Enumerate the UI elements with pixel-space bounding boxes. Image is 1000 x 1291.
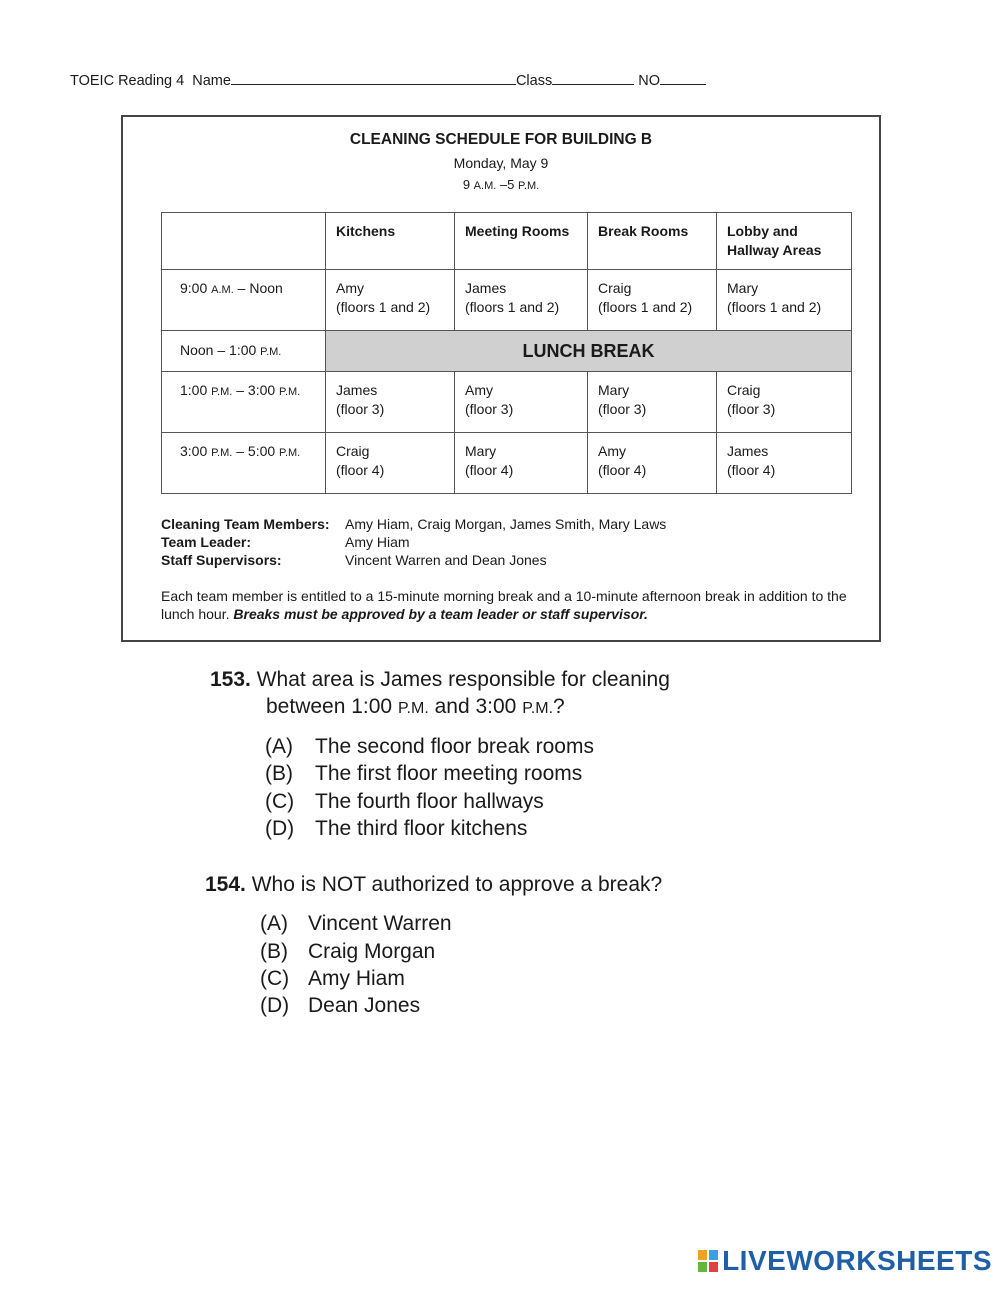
liveworksheets-logo-icon xyxy=(698,1250,718,1272)
time-slot: 1:00 P.M. – 3:00 P.M. xyxy=(162,372,326,433)
question-number: 154. xyxy=(205,873,246,896)
time-slot: Noon – 1:00 P.M. xyxy=(162,331,326,372)
time-slot: 9:00 A.M. – Noon xyxy=(162,270,326,331)
assignment-cell: James (floor 4) xyxy=(717,433,852,494)
assignment-cell: Amy (floor 3) xyxy=(455,372,588,433)
assignment-cell: James (floor 3) xyxy=(326,372,455,433)
table-row xyxy=(162,270,852,331)
column-header: Lobby and Hallway Areas xyxy=(717,213,852,270)
no-blank[interactable] xyxy=(660,70,706,85)
class-label: Class xyxy=(515,73,553,89)
question-153: 153. What area is James responsible for cleaning between 1:00 P.M. and 3:00 P.M.? xyxy=(210,668,670,718)
course-title: TOEIC Reading 4 xyxy=(70,73,185,89)
column-header: Kitchens xyxy=(326,213,455,270)
answer-option[interactable]: (A) Vincent Warren xyxy=(260,912,452,935)
answer-option[interactable]: (A) The second floor break rooms xyxy=(265,735,594,758)
name-label: Name xyxy=(192,73,231,89)
assignment-cell: Craig (floors 1 and 2) xyxy=(588,270,717,331)
break-policy-note: Each team member is entitled to a 15-minute morning break and a 10-minute afternoon break in addition to the lunch hour. Breaks must be approved by a team leader or staff supervisor. xyxy=(161,588,847,622)
column-header: Break Rooms xyxy=(588,213,717,270)
worksheet-header xyxy=(70,70,706,89)
lunch-break-label: LUNCH BREAK xyxy=(326,331,852,372)
question-number: 153. xyxy=(210,668,251,691)
answer-option[interactable]: (B) Craig Morgan xyxy=(260,940,436,963)
hours-end: –5 xyxy=(496,177,518,192)
answer-option[interactable]: (C) Amy Hiam xyxy=(260,967,405,990)
table-row xyxy=(162,372,852,433)
column-header: Meeting Rooms xyxy=(455,213,588,270)
assignment-cell: Amy (floor 4) xyxy=(588,433,717,494)
answer-option[interactable]: (D) The third floor kitchens xyxy=(265,817,528,840)
class-blank[interactable] xyxy=(552,70,634,85)
table-header-row xyxy=(162,213,852,270)
table-row xyxy=(162,433,852,494)
team-members-line: Cleaning Team Members: Amy Hiam, Craig Morgan, James Smith, Mary Laws xyxy=(161,516,667,532)
hours-end-suffix: P.M. xyxy=(517,180,540,192)
name-blank[interactable] xyxy=(231,70,516,85)
column-header xyxy=(162,213,326,270)
notice-hours xyxy=(123,177,879,192)
assignment-cell: Mary (floors 1 and 2) xyxy=(717,270,852,331)
assignment-cell: Craig (floor 4) xyxy=(326,433,455,494)
question-text: Who is NOT authorized to approve a break? xyxy=(251,873,663,896)
liveworksheets-logo xyxy=(698,1245,992,1277)
answer-option[interactable]: (C) The fourth floor hallways xyxy=(265,790,544,813)
cleaning-schedule-notice xyxy=(121,115,881,642)
assignment-cell: Mary (floor 4) xyxy=(455,433,588,494)
time-slot: 3:00 P.M. – 5:00 P.M. xyxy=(162,433,326,494)
hours-start-suffix: A.M. xyxy=(473,180,497,192)
staff-supervisors-line: Staff Supervisors: Vincent Warren and Dean Jones xyxy=(161,552,547,568)
team-leader-line: Team Leader: Amy Hiam xyxy=(161,534,410,550)
no-label: NO xyxy=(638,73,660,89)
hours-start: 9 xyxy=(462,177,471,192)
schedule-table xyxy=(161,212,852,494)
assignment-cell: Amy (floors 1 and 2) xyxy=(326,270,455,331)
question-154 xyxy=(205,871,662,898)
question-text: What area is James responsible for cleaning xyxy=(256,668,670,691)
break-approval-emphasis: Breaks must be approved by a team leader or staff supervisor. xyxy=(233,606,648,622)
notice-date: Monday, May 9 xyxy=(453,155,549,171)
team-info xyxy=(161,515,666,569)
answer-option[interactable]: (B) The first floor meeting rooms xyxy=(265,762,583,785)
notice-title: CLEANING SCHEDULE FOR BUILDING B xyxy=(349,131,653,148)
logo-text: LIVEWORKSHEETS xyxy=(722,1245,992,1276)
assignment-cell: Craig (floor 3) xyxy=(717,372,852,433)
answer-option[interactable]: (D) Dean Jones xyxy=(260,994,421,1017)
assignment-cell: Mary (floor 3) xyxy=(588,372,717,433)
lunch-row xyxy=(162,331,852,372)
assignment-cell: James (floors 1 and 2) xyxy=(455,270,588,331)
